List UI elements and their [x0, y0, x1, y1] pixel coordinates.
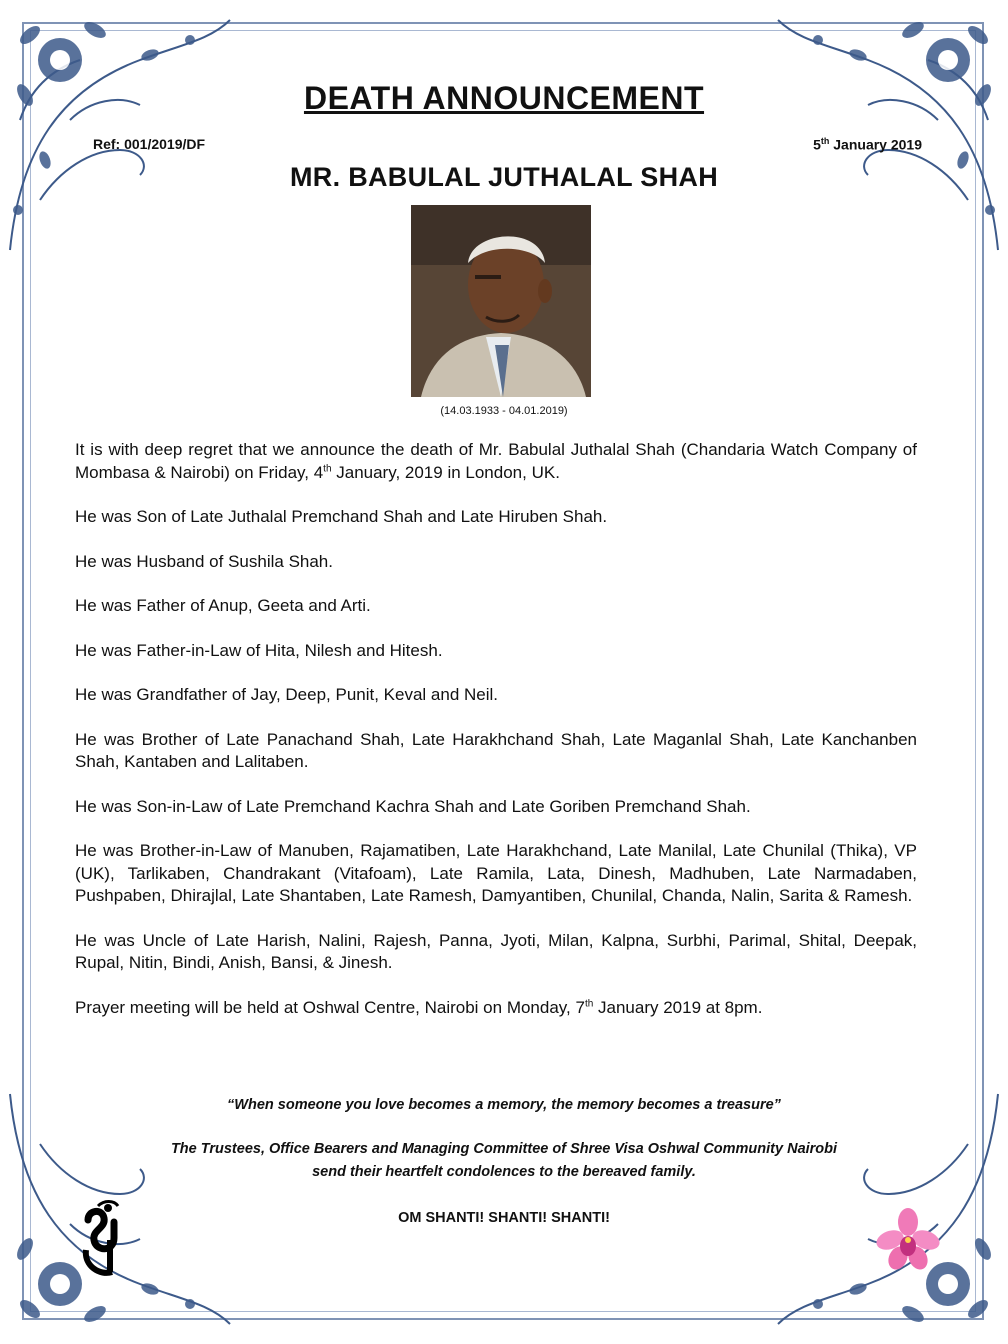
portrait-photo — [411, 205, 591, 397]
paragraph-uncle-of: He was Uncle of Late Harish, Nalini, Rajesh, Panna, Jyoti, Milan, Kalpna, Surbhi, Parimal, Shital, Deepak, Rupal, Nitin, Bindi, Anish, Bansi, & Jinesh. — [75, 930, 917, 972]
paragraph-grandfather-of: He was Grandfather of Jay, Deep, Punit, Keval and Neil. — [75, 685, 499, 704]
paragraph-husband-of: He was Husband of Sushila Shah. — [75, 551, 333, 571]
paragraph-death-notice: It is with deep regret that we announce the death of Mr. Babulal Juthalal Shah (Chandaria Watch Company of Mombasa & Nairobi) on Friday, 4th January, 2019 in London, UK. — [75, 440, 917, 482]
life-dates: (14.03.1933 - 04.01.2019) — [440, 405, 568, 417]
condolence-line-1: The Trustees, Office Bearers and Managing Committee of Shree Visa Oshwal Community Nairobi — [170, 1141, 838, 1157]
paragraph-son-of: He was Son of Late Juthalal Premchand Shah and Late Hiruben Shah. — [75, 507, 608, 526]
paragraph-prayer-meeting: Prayer meeting will be held at Oshwal Centre, Nairobi on Monday, 7th January 2019 at 8pm. — [75, 997, 763, 1017]
memorial-quote: “When someone you love becomes a memory, the memory becomes a treasure” — [227, 1097, 781, 1113]
paragraph-brother-in-law-of: He was Brother-in-Law of Manuben, Rajamatiben, Late Harakhchand, Late Manilal, Late Chunilal (Thika), VP (UK), Tarlikaben, Chandrakant (Vitafoam), Late Ramila, Lata, Dinesh, Madhuben, Late Narmadaben, Pushpaben, Dhirajlal, Late Shantaben, Late Ramesh, Damyantiben, Chunilal, Chanda, Nalin, Sarita & Ramesh. — [75, 841, 917, 905]
announcement-body — [75, 439, 917, 1041]
paragraph-brother-of: He was Brother of Late Panachand Shah, Late Harakhchand Shah, Late Maganlal Shah, Late Kanchanben Shah, Kantaben and Lalitaben. — [75, 729, 917, 771]
om-shanti-closing: OM SHANTI! SHANTI! SHANTI! — [398, 1210, 610, 1226]
floral-corner-top-left — [0, 0, 240, 260]
condolence-message — [0, 1138, 1008, 1184]
jain-om-symbol-icon — [80, 1200, 126, 1280]
page-title: DEATH ANNOUNCEMENT — [303, 80, 705, 116]
paragraph-father-in-law-of: He was Father-in-Law of Hita, Nilesh and Hitesh. — [75, 640, 443, 660]
orchid-flower-icon — [876, 1208, 940, 1274]
paragraph-father-of: He was Father of Anup, Geeta and Arti. — [75, 596, 371, 615]
announcement-date: 5th January 2019 — [813, 136, 922, 153]
reference-number: Ref: 001/2019/DF — [93, 136, 206, 152]
paragraph-son-in-law-of: He was Son-in-Law of Late Premchand Kachra Shah and Late Goriben Premchand Shah. — [75, 796, 751, 816]
deceased-name: MR. BABULAL JUTHALAL SHAH — [290, 162, 718, 192]
floral-corner-top-right — [768, 0, 1008, 260]
condolence-line-2: send their heartfelt condolences to the bereaved family. — [312, 1164, 696, 1180]
